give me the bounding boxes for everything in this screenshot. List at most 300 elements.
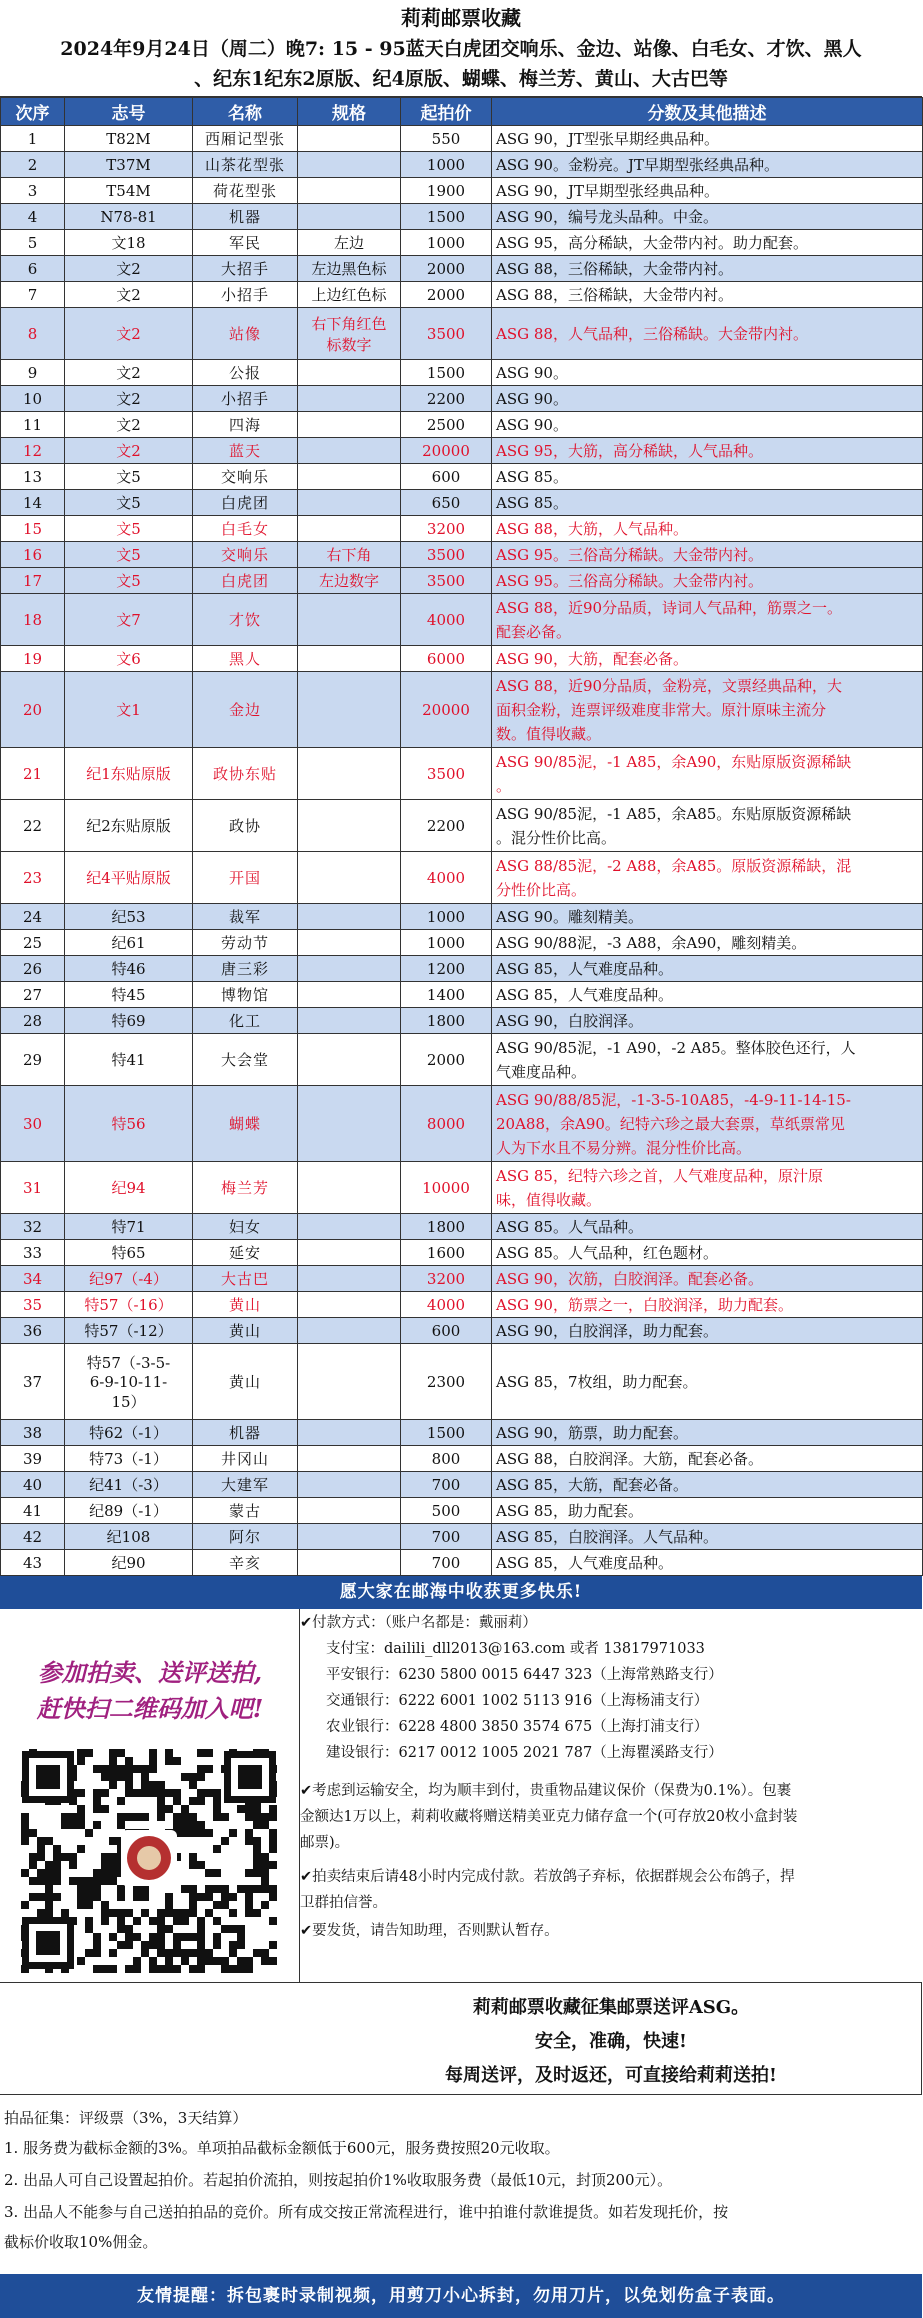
- asg-line-3: 每周送评，及时返还，可直接给莉莉送拍!: [445, 2065, 777, 2086]
- cell-spec: [298, 126, 401, 152]
- cell-description: [492, 594, 923, 646]
- cell-start-price: 550: [401, 126, 492, 152]
- alipay-account: 支付宝：dailili_dll2013@163.com 或者 13817971033: [326, 1641, 705, 1657]
- cell-description: [492, 282, 923, 308]
- cell-spec: [298, 1292, 401, 1318]
- cell-order: 5: [1, 230, 65, 256]
- cell-description-line: ASG 88，人气品种，三俗稀缺。大金带内衬。: [496, 324, 808, 343]
- bank-account-pingan: 平安银行：6230 5800 0015 6447 323（上海常熟路支行）: [326, 1667, 723, 1683]
- cell-start-price: 3500: [401, 542, 492, 568]
- cell-start-price: 3200: [401, 1266, 492, 1292]
- cell-name: 交响乐: [193, 464, 298, 490]
- cell-description-line: ASG 88，近90分品质，金粉亮，文票经典品种，大: [496, 676, 843, 695]
- cell-spec: 左边黑色标: [298, 256, 401, 282]
- cell-code: 特69: [65, 1008, 193, 1034]
- cell-order: 26: [1, 956, 65, 982]
- cell-name: 大古巴: [193, 1266, 298, 1292]
- cell-description-line: ASG 88，近90分品质，诗词人气品种，筋票之一。: [496, 598, 843, 617]
- cell-description: [492, 1524, 923, 1550]
- cell-code: 纪2东贴原版: [65, 800, 193, 852]
- cell-start-price: 1000: [401, 904, 492, 930]
- cell-start-price: 10000: [401, 1162, 492, 1214]
- cell-order: 4: [1, 204, 65, 230]
- cell-code: 特56: [65, 1086, 193, 1162]
- cell-spec: [298, 646, 401, 672]
- cell-name: 才饮: [193, 594, 298, 646]
- bank-account-abc: 农业银行：6228 4800 3850 3574 675（上海打浦支行）: [326, 1719, 709, 1735]
- qr-code-icon[interactable]: [18, 1747, 280, 1973]
- cell-code: 文2: [65, 386, 193, 412]
- cell-start-price: 700: [401, 1472, 492, 1498]
- cell-description: [492, 230, 923, 256]
- cell-description-line: ASG 85。: [496, 493, 568, 512]
- cell-description: [492, 1240, 923, 1266]
- col-header-order: 次序: [1, 98, 65, 126]
- cell-name: 劳动节: [193, 930, 298, 956]
- cell-code: 文5: [65, 542, 193, 568]
- cell-code: 文6: [65, 646, 193, 672]
- cell-description: [492, 256, 923, 282]
- cell-spec: [298, 1344, 401, 1420]
- cell-spec: [298, 360, 401, 386]
- cell-description: [492, 1292, 923, 1318]
- cell-start-price: 3500: [401, 308, 492, 360]
- table-row: [1, 542, 923, 568]
- cell-name: 大招手: [193, 256, 298, 282]
- table-row: [1, 568, 923, 594]
- cell-description: [492, 904, 923, 930]
- cell-description: [492, 1034, 923, 1086]
- table-row: [1, 646, 923, 672]
- table-row: [1, 1344, 923, 1420]
- table-row: [1, 1162, 923, 1214]
- cell-spec: 左边数字: [298, 568, 401, 594]
- cell-code: T37M: [65, 152, 193, 178]
- cell-name: 公报: [193, 360, 298, 386]
- table-row: [1, 204, 923, 230]
- cell-description-line: ASG 90，大筋，配套必备。: [496, 649, 688, 668]
- cell-start-price: 20000: [401, 438, 492, 464]
- cell-start-price: 1800: [401, 1008, 492, 1034]
- cell-description-line: ASG 88，白胶润泽。大筋，配套必备。: [496, 1449, 763, 1468]
- table-row: [1, 956, 923, 982]
- cell-spec: [298, 930, 401, 956]
- cell-description-line: ASG 88，大筋，人气品种。: [496, 519, 688, 538]
- cell-spec: [298, 1034, 401, 1086]
- cell-code: 文1: [65, 672, 193, 748]
- cell-code: 文5: [65, 490, 193, 516]
- cell-description: [492, 1498, 923, 1524]
- cell-name: 大建军: [193, 1472, 298, 1498]
- cell-code: 文7: [65, 594, 193, 646]
- cell-spec: [298, 904, 401, 930]
- cell-start-price: 1800: [401, 1214, 492, 1240]
- cell-description: [492, 490, 923, 516]
- cell-name: 黄山: [193, 1292, 298, 1318]
- table-row: [1, 1292, 923, 1318]
- cell-code: [65, 1344, 193, 1420]
- cell-code: 特46: [65, 956, 193, 982]
- cell-order: 33: [1, 1240, 65, 1266]
- payment-deadline-2: 卫群拍信誉。: [300, 1895, 387, 1911]
- cell-spec: [298, 800, 401, 852]
- cell-spec: [298, 1420, 401, 1446]
- cell-description-line: ASG 85。人气品种，红色题材。: [496, 1243, 718, 1262]
- table-row: [1, 256, 923, 282]
- cell-description: [492, 1266, 923, 1292]
- cell-start-price: 2200: [401, 800, 492, 852]
- cell-spec: [298, 1214, 401, 1240]
- cell-spec: [298, 464, 401, 490]
- cell-order: 15: [1, 516, 65, 542]
- cell-name: 开国: [193, 852, 298, 904]
- rule-1: 1. 服务费为截标金额的3%。单项拍品截标金额低于600元，服务费按照20元收取。: [4, 2139, 560, 2157]
- cell-start-price: 3500: [401, 748, 492, 800]
- cell-code: 文2: [65, 308, 193, 360]
- cell-order: 1: [1, 126, 65, 152]
- cell-start-price: 1500: [401, 360, 492, 386]
- table-row: [1, 852, 923, 904]
- cell-start-price: 600: [401, 464, 492, 490]
- cell-name: 小招手: [193, 386, 298, 412]
- cell-description: [492, 464, 923, 490]
- cell-description-line: 人为下水且不易分辨。混分性价比高。: [496, 1138, 752, 1157]
- cell-spec: [298, 594, 401, 646]
- cell-code: 纪97（-4）: [65, 1266, 193, 1292]
- cell-spec: [298, 1086, 401, 1162]
- cell-code: 文2: [65, 438, 193, 464]
- auction-info-line1: 2024年9月24日（周二）晚7: 15 - 95蓝天白虎团交响乐、金边、站像、白毛女、才饮、黑人: [60, 38, 862, 60]
- page-title: 莉莉邮票收藏: [401, 6, 521, 30]
- cell-order: 24: [1, 904, 65, 930]
- cell-description-line: 20A88，余A90。纪特六珍之最大套票，草纸票常见: [496, 1114, 845, 1133]
- cell-start-price: 1000: [401, 930, 492, 956]
- cell-code: 文2: [65, 256, 193, 282]
- cell-name: 黄山: [193, 1344, 298, 1420]
- cell-start-price: 4000: [401, 852, 492, 904]
- table-row: [1, 1472, 923, 1498]
- cell-code: 纪90: [65, 1550, 193, 1576]
- cell-name: 延安: [193, 1240, 298, 1266]
- cell-order: 10: [1, 386, 65, 412]
- cell-description-line: ASG 90/85泥，-1 A90，-2 A85。整体胶色还行，人: [496, 1038, 856, 1057]
- table-row: [1, 1086, 923, 1162]
- cell-code: 纪4平贴原版: [65, 852, 193, 904]
- cell-description-line: ASG 90，次筋，白胶润泽。配套必备。: [496, 1269, 763, 1288]
- cell-spec: [298, 982, 401, 1008]
- cell-description: [492, 1318, 923, 1344]
- cell-order: 21: [1, 748, 65, 800]
- table-row: [1, 1446, 923, 1472]
- cell-start-price: 2200: [401, 386, 492, 412]
- cell-order: 28: [1, 1008, 65, 1034]
- cell-spec: [298, 1550, 401, 1576]
- cell-name: 蒙古: [193, 1498, 298, 1524]
- cell-name: 机器: [193, 1420, 298, 1446]
- cell-start-price: 2000: [401, 1034, 492, 1086]
- table-row: [1, 360, 923, 386]
- cell-order: 17: [1, 568, 65, 594]
- asg-line-2: 安全，准确，快速!: [535, 2031, 687, 2052]
- cell-code: N78-81: [65, 204, 193, 230]
- shipping-request-note: ✔要发货，请告知助理，否则默认暂存。: [300, 1923, 559, 1939]
- cell-description-line: ASG 95。三俗高分稀缺。大金带内衬。: [496, 545, 763, 564]
- cell-code: 文2: [65, 360, 193, 386]
- cell-description-line: ASG 85。: [496, 467, 568, 486]
- cell-description: [492, 542, 923, 568]
- cell-code-line: 6-9-10-11-: [89, 1372, 168, 1391]
- cell-description-line: ASG 90，白胶润泽，助力配套。: [496, 1321, 718, 1340]
- cell-code: 特57（-16）: [65, 1292, 193, 1318]
- cell-order: 31: [1, 1162, 65, 1214]
- cell-order: 9: [1, 360, 65, 386]
- page-header: [0, 0, 922, 97]
- cell-description-line: ASG 85，人气难度品种。: [496, 985, 673, 1004]
- cell-description: [492, 152, 923, 178]
- cell-description: [492, 1162, 923, 1214]
- table-row: [1, 126, 923, 152]
- cell-name: 机器: [193, 204, 298, 230]
- promo-line-1: 参加拍卖、送评送拍,: [37, 1658, 263, 1687]
- cell-order: 36: [1, 1318, 65, 1344]
- shipping-note-2: 金额达1万以上，莉莉收藏将赠送精美亚克力储存盒一个(可存放20枚小盒封装: [300, 1809, 798, 1825]
- table-row: [1, 1420, 923, 1446]
- col-header-spec: 规格: [298, 98, 401, 126]
- cell-description-line: 。: [496, 776, 512, 795]
- cell-description-line: ASG 90，筋票，助力配套。: [496, 1423, 688, 1442]
- cell-description: [492, 126, 923, 152]
- cell-description: [492, 672, 923, 748]
- cell-description: [492, 386, 923, 412]
- cell-order: 6: [1, 256, 65, 282]
- table-row: [1, 438, 923, 464]
- cell-name: 妇女: [193, 1214, 298, 1240]
- cell-start-price: 20000: [401, 672, 492, 748]
- cell-description-line: ASG 90。雕刻精美。: [496, 907, 643, 926]
- cell-description-line: ASG 95。三俗高分稀缺。大金带内衬。: [496, 571, 763, 590]
- cell-description: [492, 1420, 923, 1446]
- cell-description: [492, 412, 923, 438]
- table-row: [1, 308, 923, 360]
- col-header-description: 分数及其他描述: [492, 98, 923, 126]
- cell-order: 34: [1, 1266, 65, 1292]
- cell-start-price: 1200: [401, 956, 492, 982]
- cell-spec: [298, 1240, 401, 1266]
- cell-spec: [298, 152, 401, 178]
- cell-spec: [298, 438, 401, 464]
- cell-order: 7: [1, 282, 65, 308]
- cell-spec: [298, 1162, 401, 1214]
- cell-description-line: 味，值得收藏。: [496, 1190, 602, 1209]
- cell-description: [492, 646, 923, 672]
- cell-name: 梅兰芳: [193, 1162, 298, 1214]
- cell-start-price: 6000: [401, 646, 492, 672]
- cell-description-line: 数。值得收藏。: [496, 724, 602, 743]
- cell-description-line: ASG 90，筋票之一，白胶润泽，助力配套。: [496, 1295, 793, 1314]
- cell-code: 文18: [65, 230, 193, 256]
- cell-spec: [298, 1318, 401, 1344]
- cell-spec: [298, 852, 401, 904]
- cell-description-line: ASG 85，白胶润泽。人气品种。: [496, 1527, 718, 1546]
- cell-order: 37: [1, 1344, 65, 1420]
- cell-order: 42: [1, 1524, 65, 1550]
- cell-description-line: ASG 90/85泥，-1 A85，余A85。东贴原版资源稀缺: [496, 804, 852, 823]
- cell-start-price: 1500: [401, 204, 492, 230]
- cell-code: 特41: [65, 1034, 193, 1086]
- cell-description-line: 面积金粉，连票评级难度非常大。原汁原味主流分: [496, 700, 827, 719]
- cell-order: 25: [1, 930, 65, 956]
- payment-method: ✔付款方式：（账户名都是：戴丽莉）: [300, 1615, 537, 1631]
- cell-order: 13: [1, 464, 65, 490]
- cell-code: 特57（-12）: [65, 1318, 193, 1344]
- cell-start-price: 650: [401, 490, 492, 516]
- cell-code: T82M: [65, 126, 193, 152]
- shipping-note-1: ✔考虑到运输安全，均为顺丰到付，贵重物品建议保价（保费为0.1%）。包裹: [300, 1783, 792, 1799]
- cell-description-line: ASG 88/85泥，-2 A88，余A85。原版资源稀缺，混: [496, 856, 852, 875]
- cell-spec: [298, 516, 401, 542]
- cell-description: [492, 956, 923, 982]
- cell-spec: [298, 1498, 401, 1524]
- table-row: [1, 982, 923, 1008]
- cell-order: 11: [1, 412, 65, 438]
- table-row: [1, 516, 923, 542]
- table-row: [1, 1524, 923, 1550]
- cell-description: [492, 1086, 923, 1162]
- table-row: [1, 1008, 923, 1034]
- cell-code: T54M: [65, 178, 193, 204]
- cell-code: 纪61: [65, 930, 193, 956]
- cell-description: [492, 438, 923, 464]
- cell-code: 特45: [65, 982, 193, 1008]
- cell-description: [492, 178, 923, 204]
- cell-order: 3: [1, 178, 65, 204]
- cell-name: 大会堂: [193, 1034, 298, 1086]
- cell-code: 文5: [65, 464, 193, 490]
- cell-order: 8: [1, 308, 65, 360]
- rule-2: 2. 出品人可自己设置起拍价。若起拍价流拍，则按起拍价1%收取服务费（最低10元，封顶200元）。: [4, 2171, 673, 2189]
- cell-description: [492, 1008, 923, 1034]
- cell-start-price: 1900: [401, 178, 492, 204]
- cell-code: 纪1东贴原版: [65, 748, 193, 800]
- cell-name: 军民: [193, 230, 298, 256]
- asg-line-1: 莉莉邮票收藏征集邮票送评ASG。: [472, 1997, 750, 2018]
- cell-name: 站像: [193, 308, 298, 360]
- cell-spec: [298, 1472, 401, 1498]
- col-header-start-price: 起拍价: [401, 98, 492, 126]
- friendly-reminder-banner: 友情提醒：拆包裹时录制视频，用剪刀小心拆封，勿用刀片，以免划伤盒子表面。: [0, 2274, 922, 2318]
- cell-description: [492, 748, 923, 800]
- cell-description-line: ASG 85，7枚组，助力配套。: [496, 1372, 698, 1391]
- cell-order: 22: [1, 800, 65, 852]
- cell-description-line: ASG 90/85泥，-1 A85，余A90，东贴原版资源稀缺: [496, 752, 852, 771]
- cell-start-price: 800: [401, 1446, 492, 1472]
- cell-description-line: ASG 90，JT早期型张经典品种。: [496, 181, 719, 200]
- cell-start-price: 1000: [401, 152, 492, 178]
- table-row: [1, 490, 923, 516]
- cell-start-price: 2000: [401, 282, 492, 308]
- cell-spec: [298, 956, 401, 982]
- cell-spec: [298, 178, 401, 204]
- cell-description-line: ASG 85，大筋，配套必备。: [496, 1475, 688, 1494]
- cell-description-line: ASG 85。人气品种。: [496, 1217, 643, 1236]
- cell-start-price: 600: [401, 1318, 492, 1344]
- cell-description: [492, 1550, 923, 1576]
- cell-name: 白虎团: [193, 490, 298, 516]
- cell-name: 博物馆: [193, 982, 298, 1008]
- cell-description-line: ASG 90。: [496, 415, 568, 434]
- cell-code: 文2: [65, 282, 193, 308]
- cell-name: 黄山: [193, 1318, 298, 1344]
- cell-spec-line: 右下角红色: [311, 314, 387, 333]
- cell-description: [492, 1446, 923, 1472]
- cell-description: [492, 360, 923, 386]
- cell-name: 裁军: [193, 904, 298, 930]
- stamp-lot-table: [0, 97, 923, 1576]
- cell-description: [492, 982, 923, 1008]
- cell-start-price: 700: [401, 1524, 492, 1550]
- cell-start-price: 4000: [401, 1292, 492, 1318]
- cell-description-line: ASG 85，助力配套。: [496, 1501, 643, 1520]
- cell-description-line: ASG 88，三俗稀缺，大金带内衬。: [496, 259, 733, 278]
- cell-start-price: 3200: [401, 516, 492, 542]
- cell-description: [492, 852, 923, 904]
- cell-spec: 左边: [298, 230, 401, 256]
- shipping-note-3: 邮票)。: [300, 1835, 350, 1851]
- cell-spec: [298, 204, 401, 230]
- table-row: [1, 748, 923, 800]
- cell-description-line: 。混分性价比高。: [496, 828, 617, 847]
- table-row: [1, 178, 923, 204]
- cell-order: 16: [1, 542, 65, 568]
- col-header-code: 志号: [65, 98, 193, 126]
- cell-description-line: ASG 90，白胶润泽。: [496, 1011, 643, 1030]
- cell-order: 41: [1, 1498, 65, 1524]
- cell-code: 文2: [65, 412, 193, 438]
- cell-code: 特65: [65, 1240, 193, 1266]
- cell-code: 文5: [65, 568, 193, 594]
- cell-description-line: ASG 90/88/85泥，-1-3-5-10A85，-4-9-11-14-15-: [496, 1090, 851, 1109]
- bank-account-ccb: 建设银行：6217 0012 1005 2021 787（上海瞿溪路支行）: [326, 1745, 723, 1761]
- cell-order: 32: [1, 1214, 65, 1240]
- cell-spec: [298, 1446, 401, 1472]
- cell-description: [492, 1344, 923, 1420]
- cell-code: 特73（-1）: [65, 1446, 193, 1472]
- table-row: [1, 230, 923, 256]
- cell-spec: [298, 412, 401, 438]
- cell-description-line: ASG 95，大筋，高分稀缺，人气品种。: [496, 441, 763, 460]
- cell-description: [492, 1472, 923, 1498]
- table-row: [1, 386, 923, 412]
- table-row: [1, 672, 923, 748]
- col-header-name: 名称: [193, 98, 298, 126]
- cell-order: 20: [1, 672, 65, 748]
- cell-spec: 上边红色标: [298, 282, 401, 308]
- table-row: [1, 800, 923, 852]
- cell-description-line: ASG 85，人气难度品种。: [496, 1553, 673, 1572]
- cell-description-line: ASG 90。金粉亮。JT早期型张经典品种。: [496, 155, 779, 174]
- cell-code: 文5: [65, 516, 193, 542]
- cell-spec: [298, 672, 401, 748]
- cell-spec: [298, 386, 401, 412]
- cell-description-line: ASG 90，编号龙头品种。中金。: [496, 207, 718, 226]
- cell-description-line: 分性价比高。: [496, 880, 587, 899]
- cell-order: 38: [1, 1420, 65, 1446]
- cell-name: 四海: [193, 412, 298, 438]
- cell-description-line: ASG 85，纪特六珍之首，人气难度品种，原汁原: [496, 1166, 823, 1185]
- cell-start-price: 2300: [401, 1344, 492, 1420]
- cell-order: 40: [1, 1472, 65, 1498]
- rule-3: 3. 出品人不能参与自己送拍拍品的竞价。所有成交按正常流程进行，谁中拍谁付款谁提货。如若发现托价，按: [4, 2203, 729, 2221]
